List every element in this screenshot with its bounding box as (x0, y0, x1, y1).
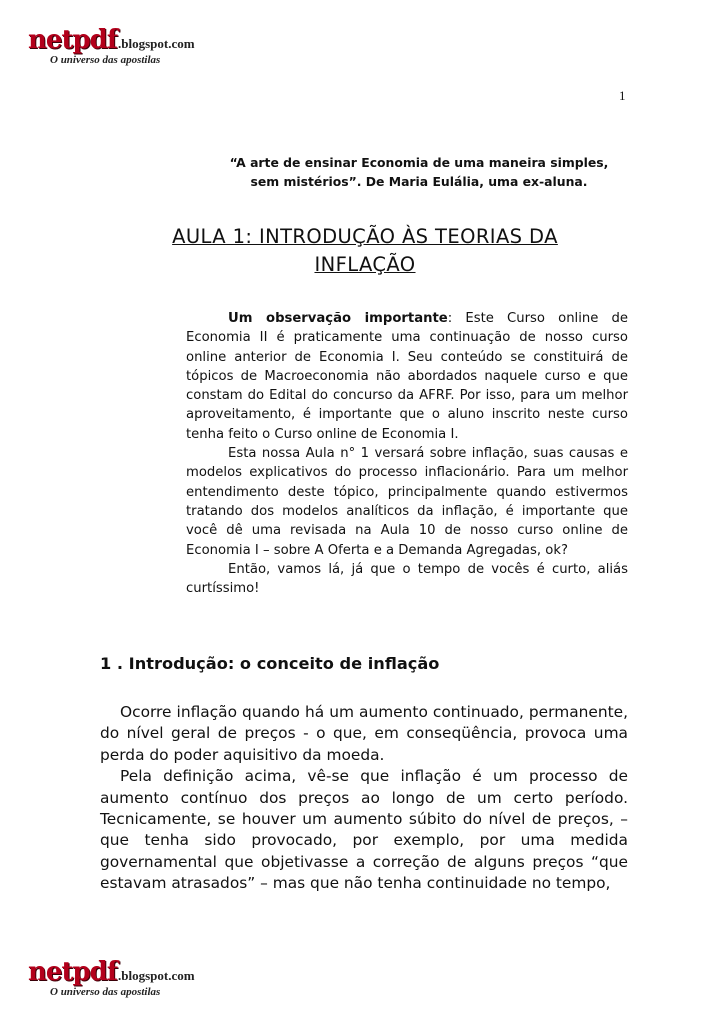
section-heading: 1 . Introdução: o conceito de inflação (100, 654, 440, 673)
page-number: 1 (619, 88, 626, 103)
lesson-title (140, 223, 590, 279)
footer-logo (28, 958, 195, 999)
lesson-title-line-1: AULA 1: INTRODUÇÃO ÀS TEORIAS DA (172, 225, 558, 248)
footer-logo-domain: .blogspot.com (118, 968, 195, 983)
important-note (186, 309, 628, 598)
footer-logo-tagline: O universo das apostilas (50, 986, 161, 998)
section-body (100, 702, 628, 895)
note-paragraph (186, 309, 628, 444)
lesson-title-line-2: INFLAÇÃO (314, 253, 416, 276)
quote-line-1: “A arte de ensinar Economia de uma maneira simples, (229, 155, 609, 170)
note-paragraph-1-text: : Este Curso online de Economia II é praticamente uma continuação de nosso curso online anterior de Economia I. Seu conteúdo se constituirá de tópicos de Macroeconomia não abordados naquele curso e que constam do Edital do concurso da AFRF. Por isso, para um melhor aproveitamento, é importante que o aluno inscrito neste curso tenha feito o Curso online de Economia I. (186, 311, 628, 442)
note-lead: Um observação importante (228, 311, 448, 326)
epigraph-quote (210, 153, 628, 191)
quote-line-2: sem mistérios”. De Maria Eulália, uma ex-aluna. (250, 174, 588, 189)
logo-tagline: O universo das apostilas (50, 54, 161, 66)
footer-logo-brand: netpdf (28, 957, 117, 987)
logo-brand: netpdf (28, 25, 117, 55)
note-paragraph-2: Esta nossa Aula n° 1 versará sobre inflação, suas causas e modelos explicativos do processo inflacionário. Para um melhor entendimento deste tópico, principalmente quando estivermos tratando dos modelos analíticos da inflação, é importante que você dê uma revisada na Aula 10 de nosso curso online de Economia I – sobre A Oferta e a Demanda Agregadas, ok? (186, 446, 628, 558)
logo-domain: .blogspot.com (118, 36, 195, 51)
header-logo (28, 26, 195, 67)
body-paragraph-1: Ocorre inflação quando há um aumento continuado, permanente, do nível geral de preços - o que, em conseqüência, provoca uma perda do poder aquisitivo da moeda. (100, 703, 628, 764)
body-paragraph-2: Pela definição acima, vê-se que inflação é um processo de aumento contínuo dos preços ao longo de um certo período. Tecnicamente, se houver um aumento súbito do nível de preços, – que tenha sido provocado, por exemplo, por uma medida governamental que objetivasse a correção de alguns preços “que estavam atrasados” – mas que não tenha continuidade no tempo, (100, 767, 628, 893)
note-paragraph-3: Então, vamos lá, já que o tempo de vocês é curto, aliás curtíssimo! (186, 561, 628, 597)
